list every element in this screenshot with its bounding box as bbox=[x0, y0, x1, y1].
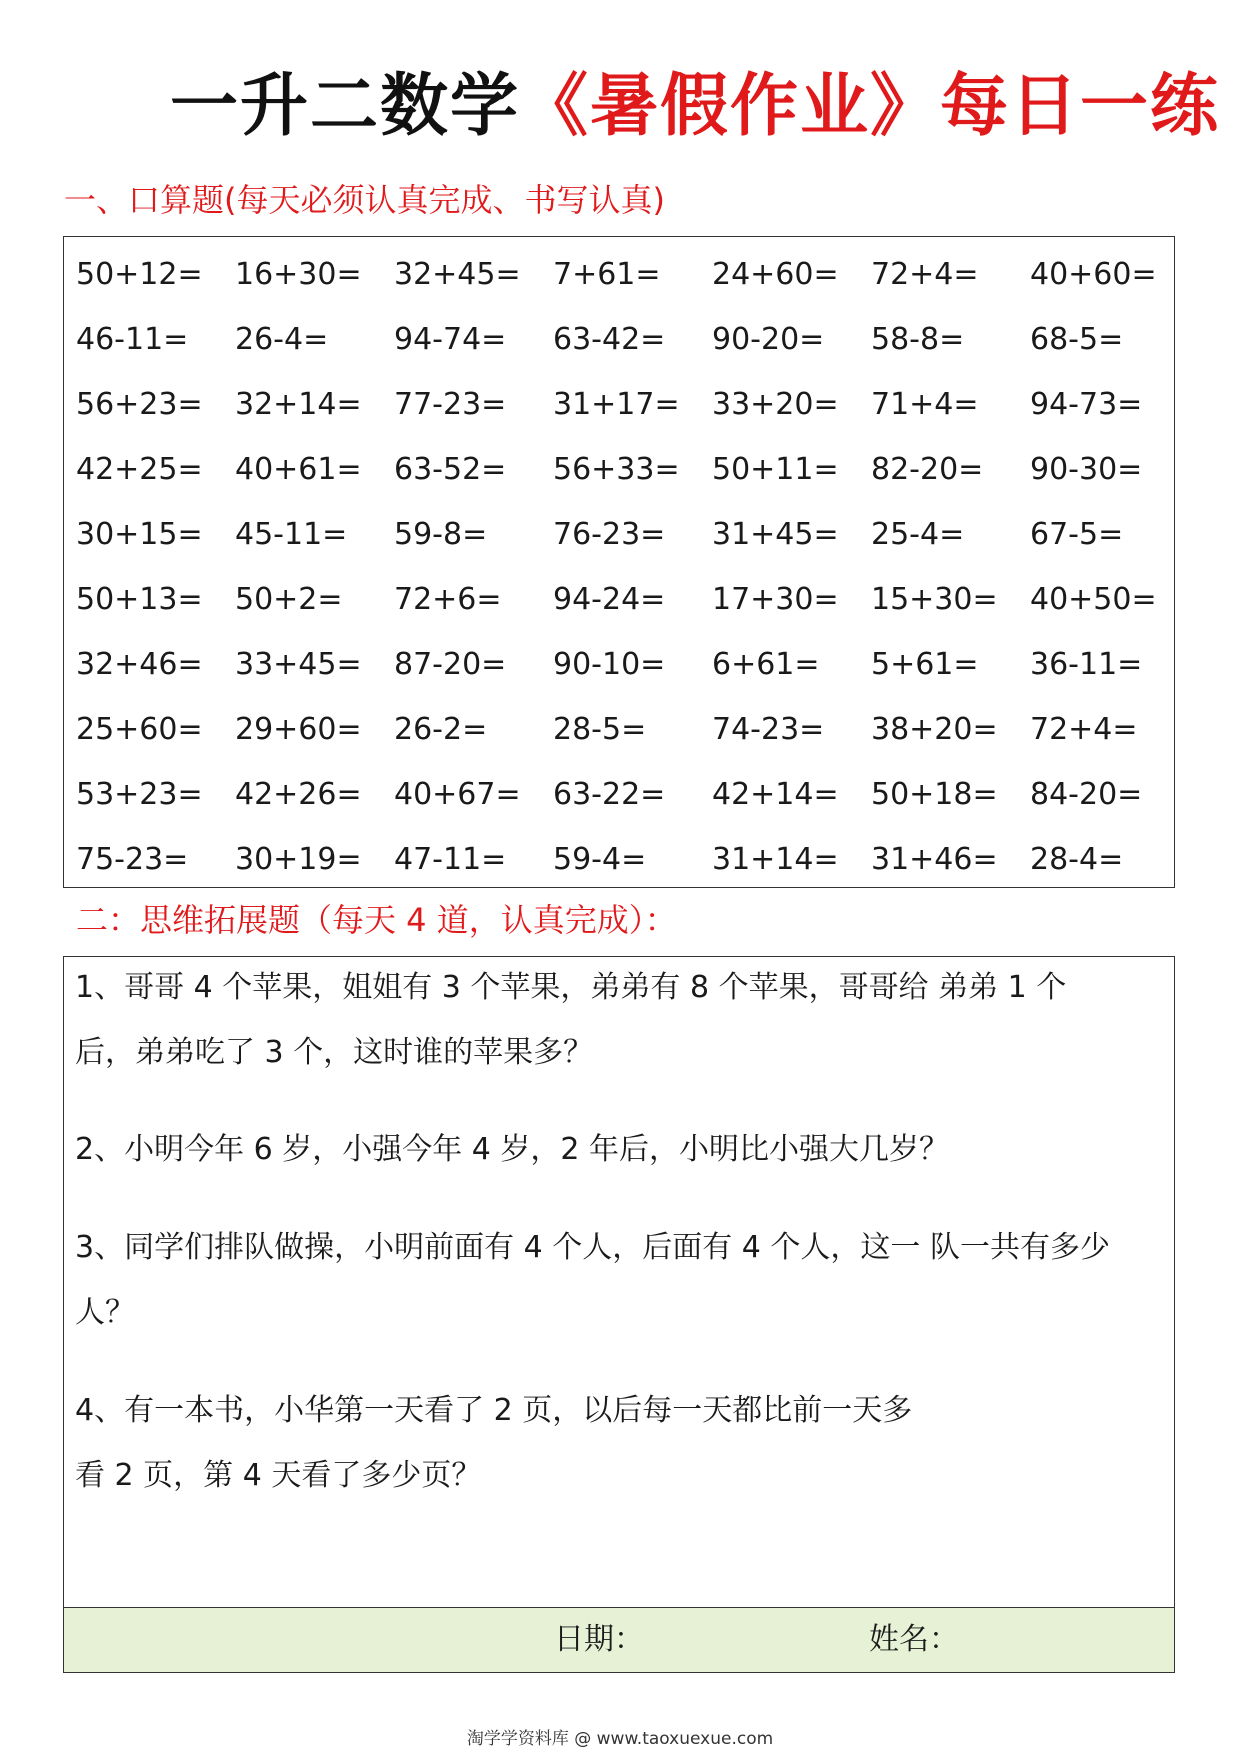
math-problem: 72+4= bbox=[871, 257, 979, 292]
math-problem: 25+60= bbox=[76, 712, 203, 747]
math-problem: 59-8= bbox=[394, 517, 488, 552]
math-problem: 32+45= bbox=[394, 257, 521, 292]
question-3-line-2: 人？ bbox=[75, 1295, 135, 1330]
math-problem: 40+61= bbox=[235, 452, 362, 487]
math-problem: 46-11= bbox=[76, 322, 189, 357]
math-problem: 26-2= bbox=[394, 712, 488, 747]
math-problem: 50+18= bbox=[871, 777, 998, 812]
math-problem: 36-11= bbox=[1030, 647, 1143, 682]
math-problem: 50+12= bbox=[76, 257, 203, 292]
mental-math-grid bbox=[76, 255, 1189, 905]
math-problem: 30+15= bbox=[76, 517, 203, 552]
math-problem: 31+14= bbox=[712, 842, 839, 877]
math-problem: 40+67= bbox=[394, 777, 521, 812]
math-problem: 90-10= bbox=[553, 647, 666, 682]
math-problem: 74-23= bbox=[712, 712, 825, 747]
math-problem: 17+30= bbox=[712, 582, 839, 617]
math-problem: 71+4= bbox=[871, 387, 979, 422]
math-problem: 82-20= bbox=[871, 452, 984, 487]
math-problem: 28-5= bbox=[553, 712, 647, 747]
math-problem: 32+14= bbox=[235, 387, 362, 422]
question-3-line-1: 3、同学们排队做操，小明前面有 4 个人，后面有 4 个人，这一 队一共有多少 bbox=[75, 1230, 1110, 1265]
question-4-line-1: 4、有一本书，小华第一天看了 2 页，以后每一天都比前一天多 bbox=[75, 1393, 913, 1428]
name-label: 姓名： bbox=[869, 1622, 959, 1657]
math-problem: 24+60= bbox=[712, 257, 839, 292]
math-problem: 45-11= bbox=[235, 517, 348, 552]
section2-heading: 二：思维拓展题（每天 4 道，认真完成）： bbox=[76, 901, 677, 939]
math-problem: 67-5= bbox=[1030, 517, 1124, 552]
math-problem: 7+61= bbox=[553, 257, 661, 292]
math-problem: 30+19= bbox=[235, 842, 362, 877]
math-problem: 56+23= bbox=[76, 387, 203, 422]
math-problem: 63-52= bbox=[394, 452, 507, 487]
math-problem: 40+60= bbox=[1030, 257, 1157, 292]
date-label: 日期： bbox=[554, 1622, 644, 1657]
title-part2: 《暑假作业》每日一练 bbox=[520, 67, 1221, 146]
question-4-line-2: 看 2 页，第 4 天看了多少页？ bbox=[75, 1458, 482, 1493]
math-problem: 42+14= bbox=[712, 777, 839, 812]
mental-math-box bbox=[63, 236, 1175, 888]
math-problem: 47-11= bbox=[394, 842, 507, 877]
math-problem: 50+2= bbox=[235, 582, 343, 617]
math-problem: 90-20= bbox=[712, 322, 825, 357]
math-problem: 90-30= bbox=[1030, 452, 1143, 487]
math-problem: 94-24= bbox=[553, 582, 666, 617]
math-problem: 38+20= bbox=[871, 712, 998, 747]
math-problem: 76-23= bbox=[553, 517, 666, 552]
math-problem: 15+30= bbox=[871, 582, 998, 617]
watermark: 淘学学资料库 @ www.taoxuexue.com bbox=[466, 1729, 774, 1749]
question-1-line-2: 后，弟弟吃了 3 个，这时谁的苹果多？ bbox=[75, 1035, 594, 1070]
math-problem: 6+61= bbox=[712, 647, 820, 682]
math-problem: 50+13= bbox=[76, 582, 203, 617]
math-problem: 33+45= bbox=[235, 647, 362, 682]
math-problem: 87-20= bbox=[394, 647, 507, 682]
math-problem: 33+20= bbox=[712, 387, 839, 422]
math-problem: 63-42= bbox=[553, 322, 666, 357]
math-problem: 63-22= bbox=[553, 777, 666, 812]
section1-heading: 一、口算题(每天必须认真完成、书写认真) bbox=[64, 181, 665, 219]
page-title bbox=[0, 62, 1240, 152]
math-problem: 84-20= bbox=[1030, 777, 1143, 812]
math-problem: 28-4= bbox=[1030, 842, 1124, 877]
title-part1: 一升二数学 bbox=[169, 67, 520, 146]
math-problem: 5+61= bbox=[871, 647, 979, 682]
math-problem: 53+23= bbox=[76, 777, 203, 812]
math-problem: 77-23= bbox=[394, 387, 507, 422]
math-problem: 31+17= bbox=[553, 387, 680, 422]
question-1-line-1: 1、哥哥 4 个苹果，姐姐有 3 个苹果，弟弟有 8 个苹果，哥哥给 弟弟 1 个 bbox=[75, 970, 1067, 1005]
math-problem: 32+46= bbox=[76, 647, 203, 682]
math-problem: 75-23= bbox=[76, 842, 189, 877]
math-problem: 94-74= bbox=[394, 322, 507, 357]
math-problem: 56+33= bbox=[553, 452, 680, 487]
math-problem: 68-5= bbox=[1030, 322, 1124, 357]
math-problem: 31+45= bbox=[712, 517, 839, 552]
math-problem: 42+25= bbox=[76, 452, 203, 487]
math-problem: 50+11= bbox=[712, 452, 839, 487]
math-problem: 94-73= bbox=[1030, 387, 1143, 422]
footer-bar bbox=[63, 1607, 1175, 1673]
math-problem: 59-4= bbox=[553, 842, 647, 877]
math-problem: 40+50= bbox=[1030, 582, 1157, 617]
math-problem: 31+46= bbox=[871, 842, 998, 877]
math-problem: 42+26= bbox=[235, 777, 362, 812]
math-problem: 25-4= bbox=[871, 517, 965, 552]
math-problem: 29+60= bbox=[235, 712, 362, 747]
math-problem: 72+4= bbox=[1030, 712, 1138, 747]
math-problem: 58-8= bbox=[871, 322, 965, 357]
math-problem: 16+30= bbox=[235, 257, 362, 292]
question-2-line-1: 2、小明今年 6 岁，小强今年 4 岁，2 年后，小明比小强大几岁？ bbox=[75, 1132, 950, 1167]
math-problem: 26-4= bbox=[235, 322, 329, 357]
math-problem: 72+6= bbox=[394, 582, 502, 617]
